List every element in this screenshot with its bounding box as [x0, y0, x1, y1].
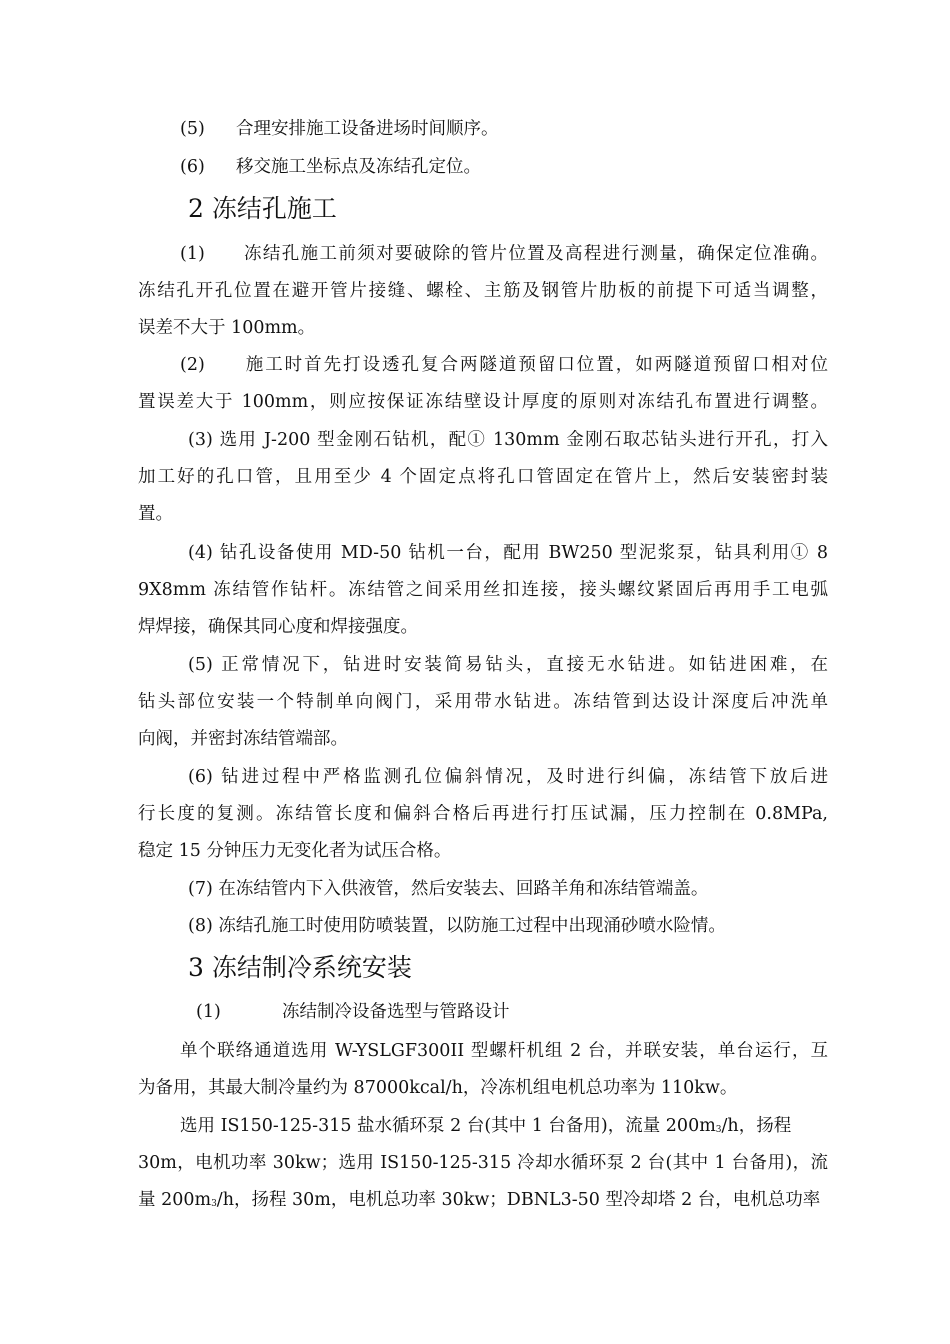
paragraph-line: (2) 施工时首先打设透孔复合两隧道预留口位置，如两隧道预留口相对位: [180, 355, 828, 375]
paragraph-line: 为备用，其最大制冷量约为 87000kcal/h，冷冻机组电机总功率为 110kw。: [138, 1078, 738, 1098]
paragraph-line: (7) 在冻结管内下入供液管，然后安装去、回路羊角和冻结管端盖。: [188, 879, 709, 899]
list-item-number: (5): [180, 119, 205, 139]
paragraph-line: 焊焊接，确保其同心度和焊接强度。: [138, 617, 418, 637]
superscript-unit: 3: [715, 1125, 722, 1135]
list-item-text: 合理安排施工设备进场时间顺序。: [236, 119, 499, 139]
section-heading: 2 冻结孔施工: [188, 194, 337, 223]
paragraph-line: 30m，电机功率 30kw；选用 IS150-125-315 冷却水循环泵 2 台(其中 1 台备用)，流: [138, 1153, 828, 1173]
paragraph-line: (1) 冻结孔施工前须对要破除的管片位置及高程进行测量，确保定位准确。: [180, 244, 828, 264]
paragraph-line: 向阀，并密封冻结管端部。: [138, 729, 348, 749]
paragraph-line: 冻结孔开孔位置在避开管片接缝、螺栓、主筋及钢管片肋板的前提下可适当调整，: [138, 281, 828, 301]
list-item-text: 移交施工坐标点及冻结孔定位。: [236, 157, 481, 177]
paragraph-line: [180, 1114, 870, 1142]
paragraph-line: (6) 钻进过程中严格监测孔位偏斜情况，及时进行纠偏，冻结管下放后进: [188, 767, 828, 787]
paragraph-line: (8) 冻结孔施工时使用防喷装置，以防施工过程中出现涌砂喷水险情。: [188, 916, 726, 936]
text-run: 选用 IS150-125-315 盐水循环泵 2 台(其中 1 台备用)，流量 200m: [180, 1116, 716, 1136]
paragraph-line: 行长度的复测。冻结管长度和偏斜合格后再进行打压试漏，压力控制在 0.8MPa,: [138, 804, 828, 824]
paragraph-line: (3) 选用 J-200 型金刚石钻机，配① 130mm 金刚石取芯钻头进行开孔，打入: [188, 430, 828, 450]
paragraph-line: 置误差大于 100mm，则应按保证冻结壁设计厚度的原则对冻结孔布置进行调整。: [138, 392, 828, 412]
paragraph-line: 稳定 15 分钟压力无变化者为试压合格。: [138, 841, 452, 861]
paragraph-line: 9X8mm 冻结管作钻杆。冻结管之间采用丝扣连接，接头螺纹紧固后再用手工电弧: [138, 580, 828, 600]
paragraph-line: 置。: [138, 504, 173, 524]
list-item: [196, 1000, 886, 1024]
text-run: /h，扬程: [721, 1116, 792, 1136]
text-run: /h，扬程 30m，电机总功率 30kw；DBNL3-50 型冷却塔 2 台，电机总功率: [216, 1190, 821, 1210]
list-item: [180, 155, 870, 179]
paragraph-line: (5) 正常情况下，钻进时安装简易钻头，直接无水钻进。如钻进困难，在: [188, 655, 828, 675]
paragraph-line: 加工好的孔口管，且用至少 4 个固定点将孔口管固定在管片上，然后安装密封装: [138, 467, 828, 487]
paragraph-line: [138, 1188, 828, 1216]
list-item-text: 冻结制冷设备选型与管路设计: [282, 1002, 510, 1022]
paragraph-line: (4) 钻孔设备使用 MD-50 钻机一台，配用 BW250 型泥浆泵，钻具利用① 8: [188, 543, 828, 563]
paragraph-line: 误差不大于 100mm。: [138, 318, 316, 338]
text-run: 量 200m: [138, 1190, 212, 1210]
section-heading: 3 冻结制冷系统安装: [188, 953, 412, 982]
paragraph-line: 单个联络通道选用 W-YSLGF300II 型螺杆机组 2 台，并联安装，单台运行，互: [180, 1041, 828, 1061]
list-item-number: (6): [180, 157, 205, 177]
list-item: [180, 117, 870, 141]
list-item-number: (1): [196, 1002, 221, 1022]
paragraph-line: 钻头部位安装一个特制单向阀门，采用带水钻进。冻结管到达设计深度后冲洗单: [138, 692, 828, 712]
superscript-unit: 3: [211, 1199, 217, 1209]
